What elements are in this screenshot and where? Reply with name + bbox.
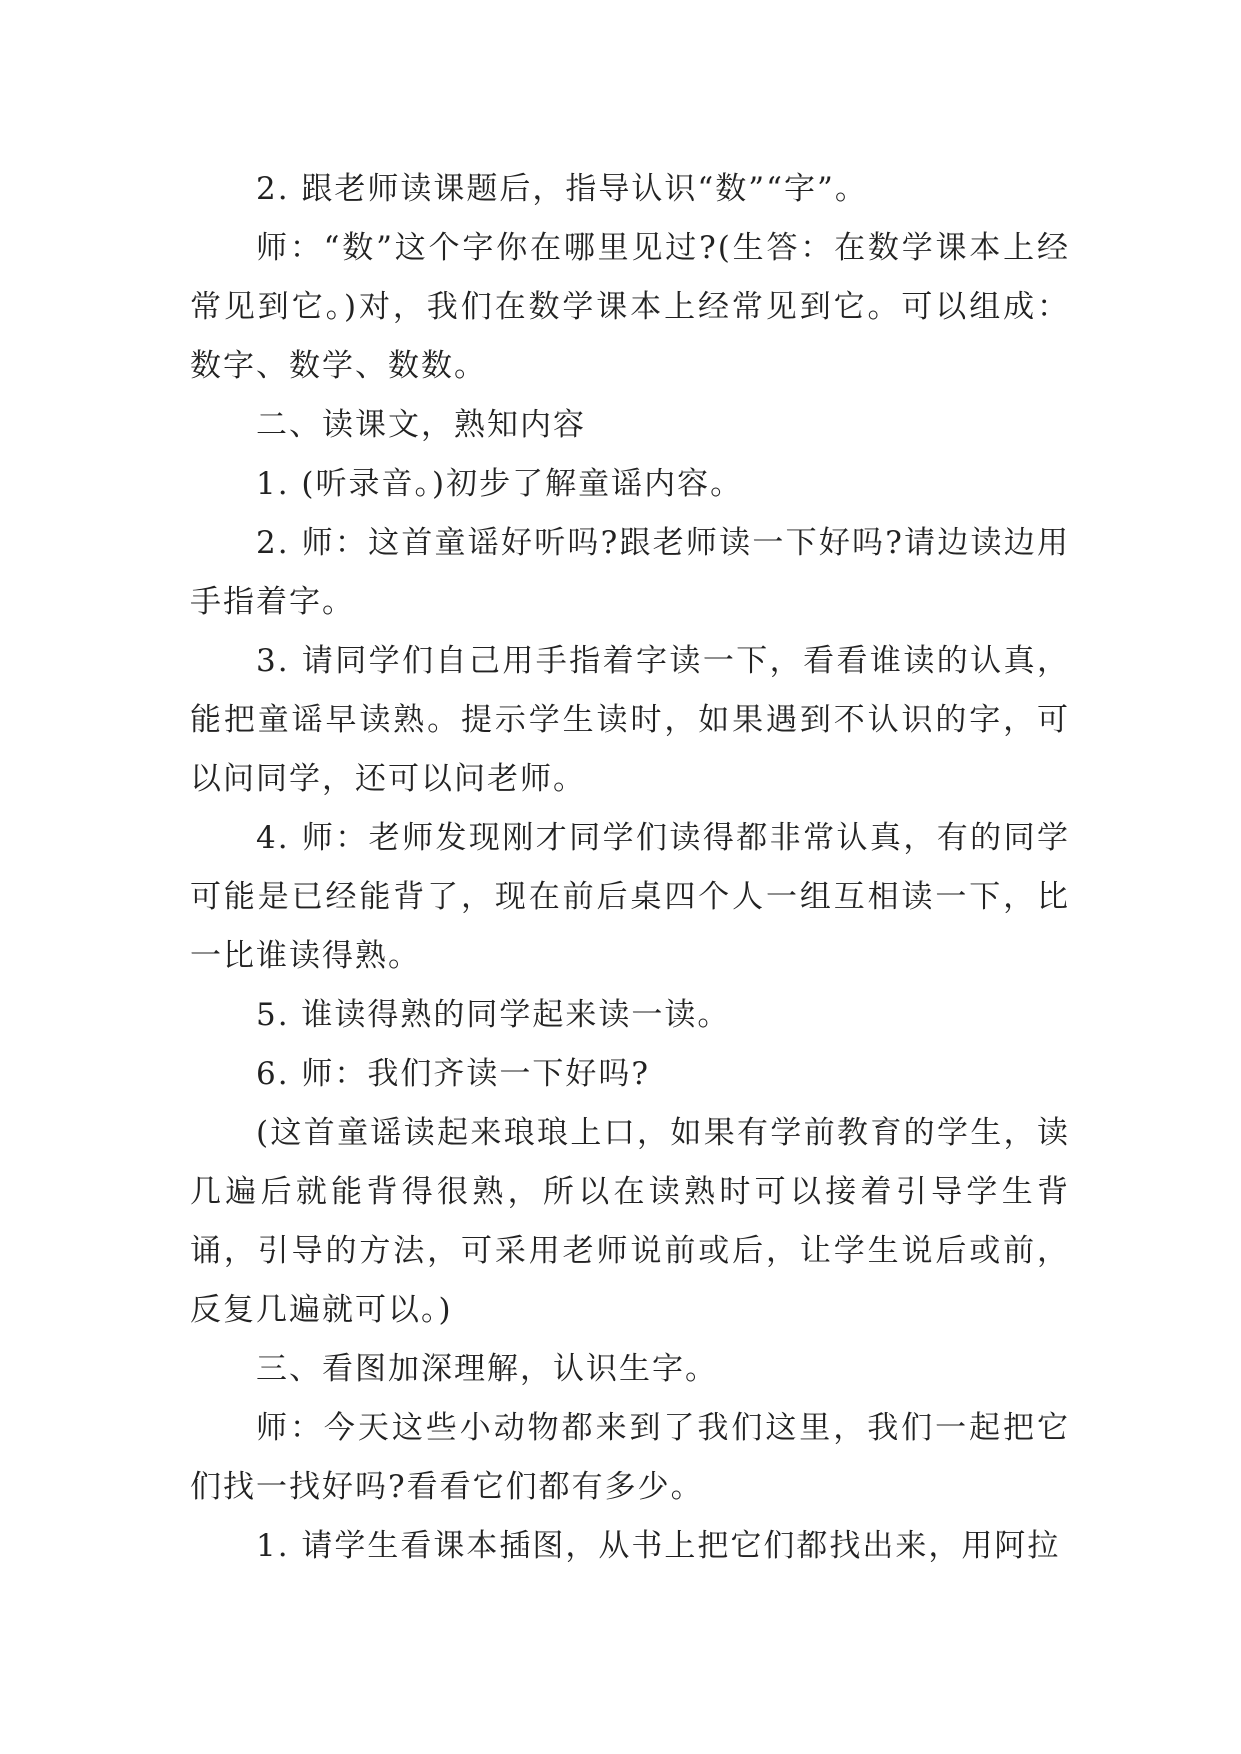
paragraph: 4. 师：老师发现刚才同学们读得都非常认真，有的同学可能是已经能背了，现在前后桌四个人一组互相读一下，比一比谁读得熟。 — [190, 820, 1070, 974]
paragraph: (这首童谣读起来琅琅上口，如果有学前教育的学生，读几遍后就能背得很熟，所以在读熟时可以接着引导学生背诵，引导的方法，可采用老师说前或后，让学生说后或前，反复几遍就可以。) — [190, 1115, 1070, 1328]
paragraph: 6. 师：我们齐读一下好吗? — [256, 1056, 651, 1092]
paragraph: 师：“数”这个字你在哪里见过?(生答：在数学课本上经常见到它。)对，我们在数学课本上经常见到它。可以组成：数字、数学、数数。 — [190, 230, 1070, 384]
paragraph: 2. 跟老师读课题后，指导认识“数”“字”。 — [256, 171, 868, 207]
paragraph: 师：今天这些小动物都来到了我们这里，我们一起把它们找一找好吗?看看它们都有多少。 — [190, 1410, 1070, 1505]
paragraph: 1. (听录音。)初步了解童谣内容。 — [256, 466, 744, 502]
document-body — [190, 160, 1070, 1576]
paragraph: 2. 师：这首童谣好听吗?跟老师读一下好吗?请边读边用手指着字。 — [190, 525, 1070, 620]
section-heading: 二、读课文，熟知内容 — [256, 407, 586, 443]
paragraph: 5. 谁读得熟的同学起来读一读。 — [256, 997, 731, 1033]
paragraph: 1. 请学生看课本插图，从书上把它们都找出来，用阿拉 — [256, 1528, 1061, 1564]
paragraph: 3. 请同学们自己用手指着字读一下，看看谁读的认真，能把童谣早读熟。提示学生读时，如果遇到不认识的字，可以问同学，还可以问老师。 — [190, 643, 1070, 797]
section-heading: 三、看图加深理解，认识生字。 — [256, 1351, 718, 1387]
